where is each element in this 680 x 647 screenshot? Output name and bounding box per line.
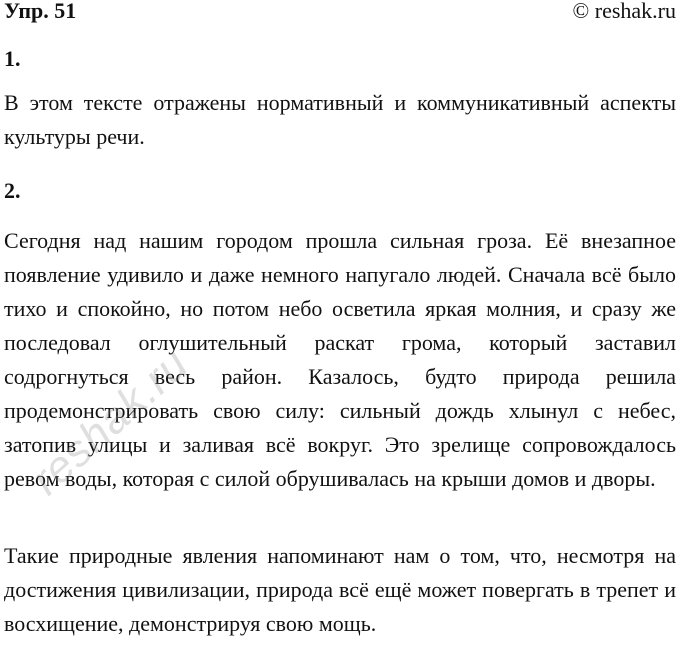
section-number-1: 1. — [4, 46, 21, 71]
section-number-2: 2. — [4, 178, 21, 203]
watermark-logo: reshak.ru — [22, 339, 198, 505]
page-header — [4, 0, 676, 26]
source-credit: © reshak.ru — [572, 0, 676, 23]
paragraph-story-2: Такие природные явления напоминают нам о том, что, несмотря на достижения цивилизации, природа всё ещё может повергать в трепет и восхищение, демонстрируя свою мощь. — [4, 543, 676, 636]
paragraph-answer-1: В этом тексте отражены нормативный и коммуникативный аспекты культуры речи. — [4, 90, 676, 149]
paragraph-story-1: Сегодня над нашим городом прошла сильная гроза. Её внезапное появление удивило и даже немного напугало людей. Сначала всё было тихо и спокойно, но потом небо осветила яркая молния, и сразу же последовал оглушительный раскат грома, который заставил содрогнуться весь район. Казалось, будто природа решила продемонстрировать свою силу: сильный дождь хлынул с небес, затопив улицы и заливая всё вокруг. Это зрелище сопровождалось ревом воды, которая с силой обрушивалась на крыши домов и дворы. — [4, 228, 676, 491]
exercise-title: Упр. 51 — [4, 0, 77, 23]
